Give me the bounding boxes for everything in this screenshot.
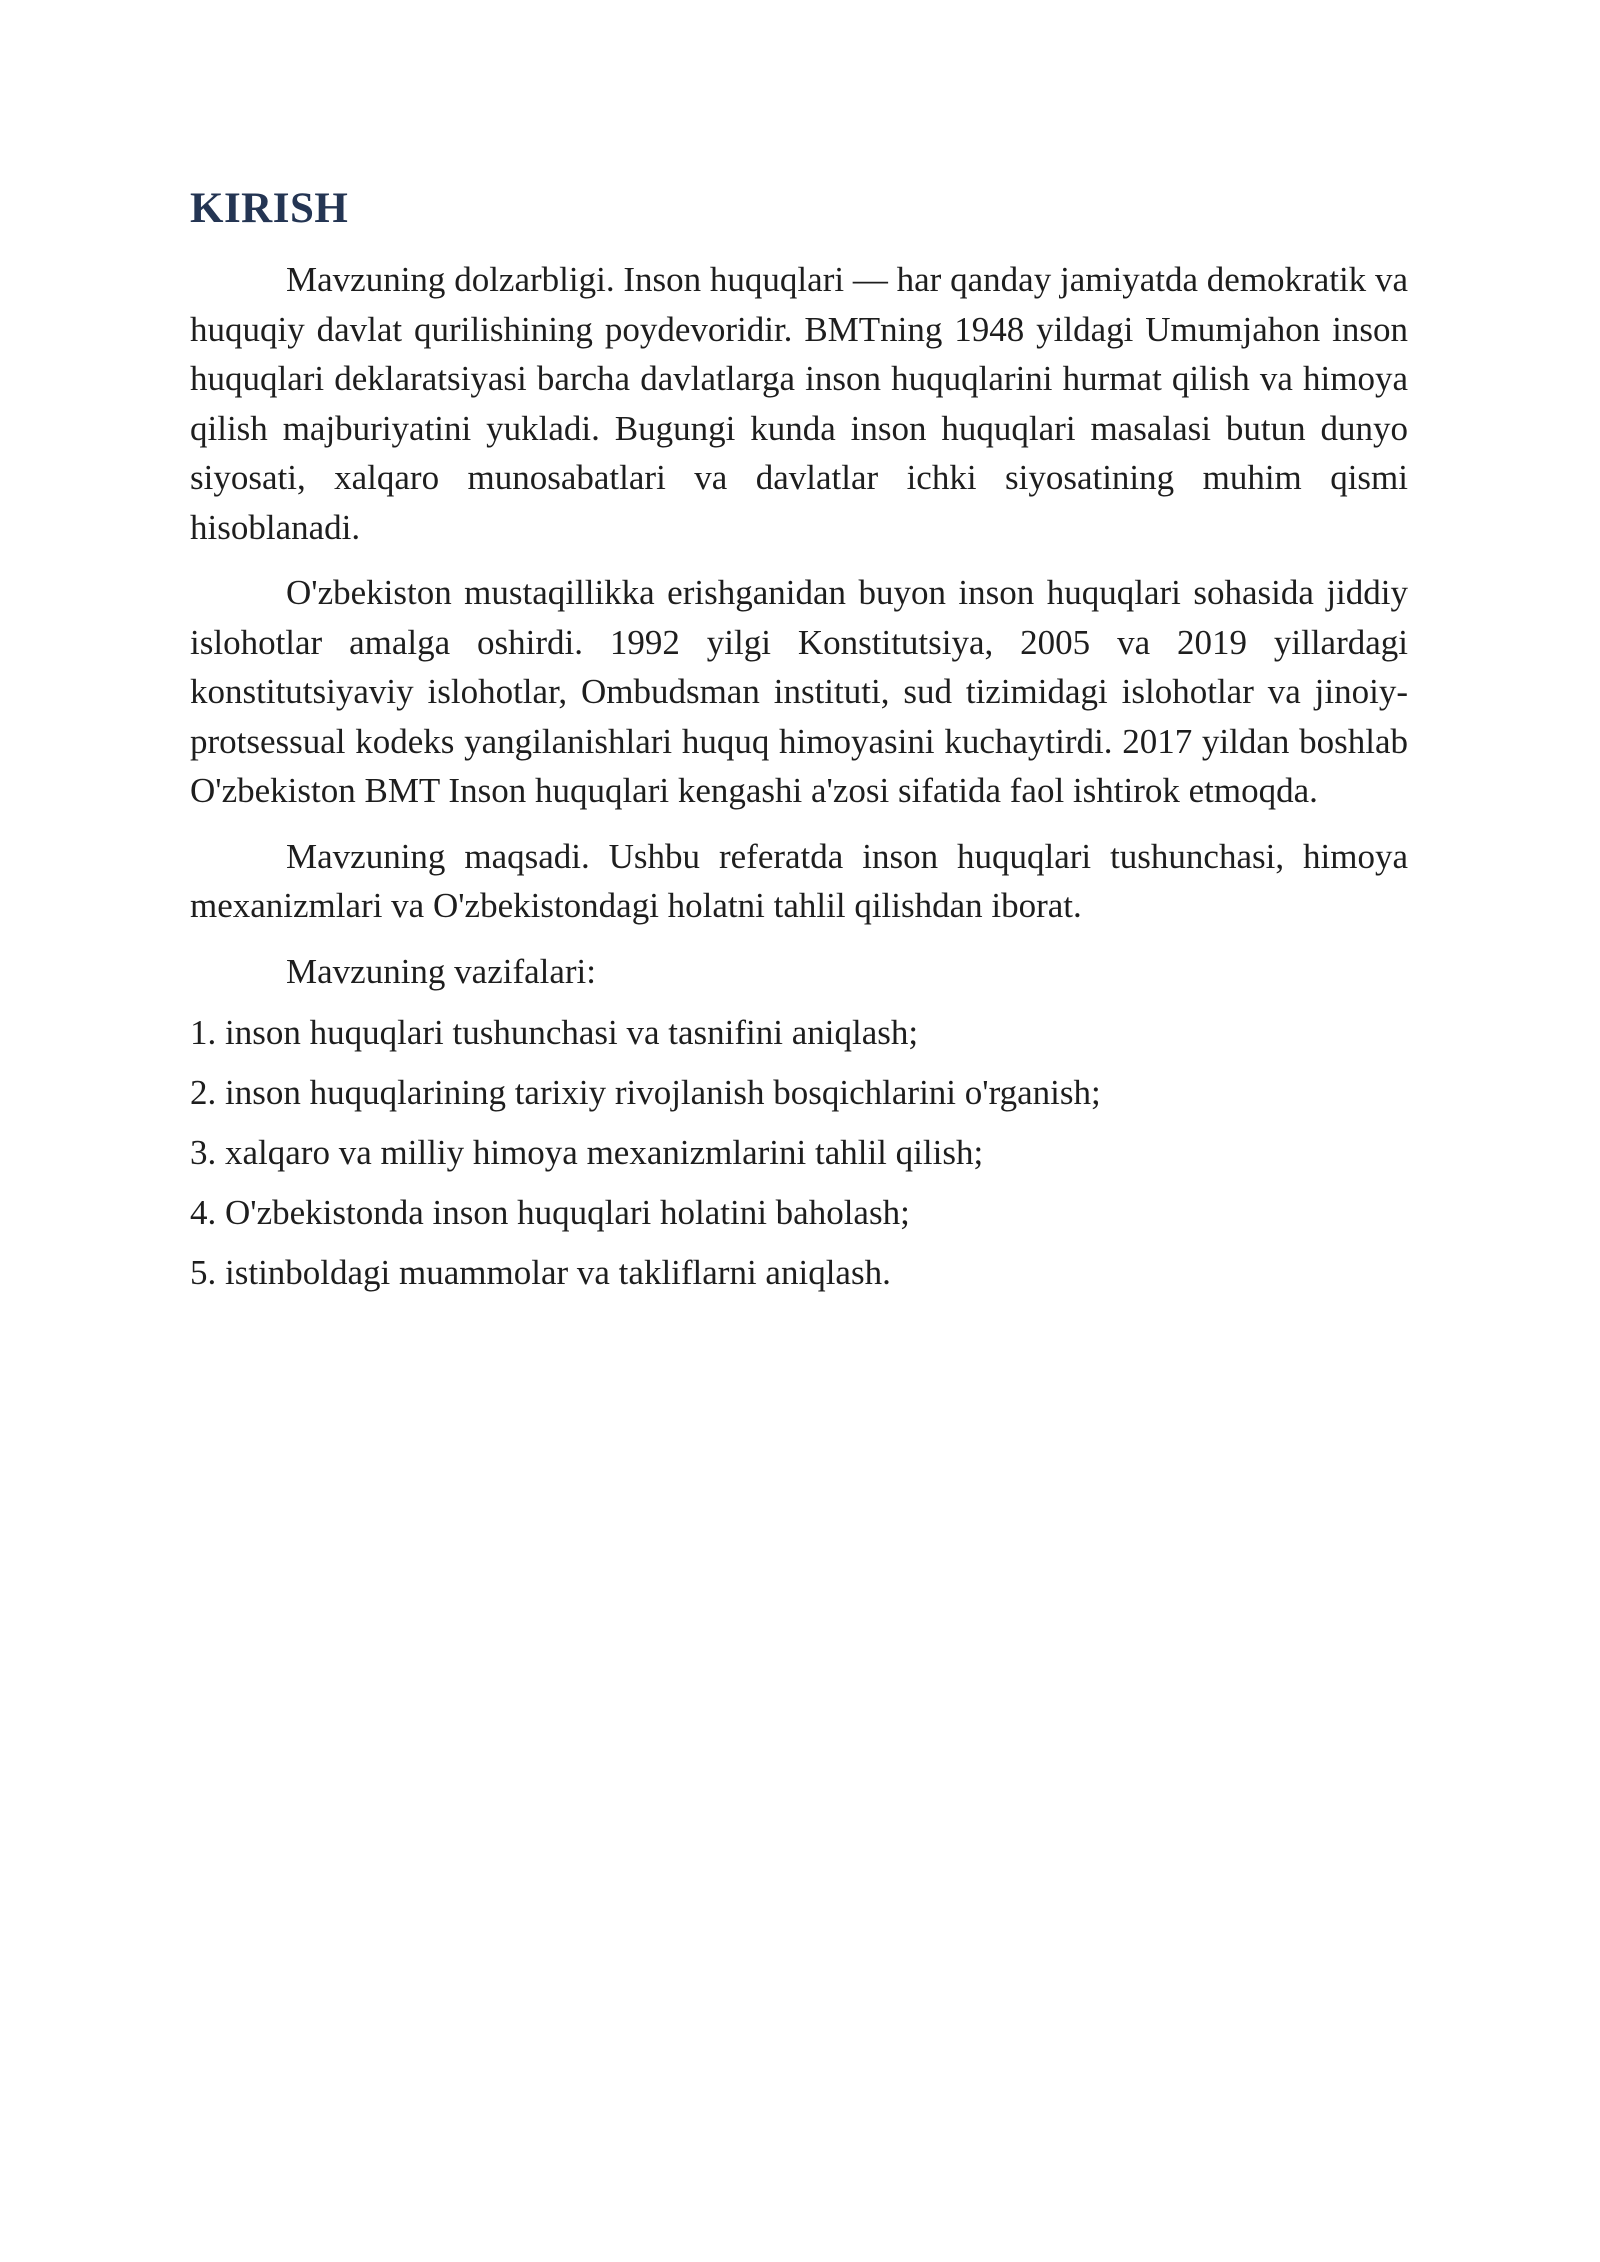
paragraph-goal: Mavzuning maqsadi. Ushbu referatda inson huquqlari tushunchasi, himoya mexanizmlari va O'zbekistondagi holatni tahlil qilishdan iborat.: [190, 836, 1408, 925]
tasks-list: [190, 1008, 1408, 1298]
tasks-heading: Mavzuning vazifalari:: [286, 951, 597, 991]
paragraph-relevance: Mavzuning dolzarbligi. Inson huquqlari — har qanday jamiyatda demokratik va huquqiy davlat qurilishining poydevoridir. BMTning 1948 yildagi Umumjahon inson huquqlari deklaratsiyasi barcha davlatlarga inson huquqlarini hurmat qilish va himoya qilish majburiyatini yukladi. Bugungi kunda inson huquqlari masalasi butun dunyo siyosati, xalqaro munosabatlari va davlatlar ichki siyosatining muhim qismi hisoblanadi.: [190, 260, 1408, 547]
list-item: 4. O'zbekistonda inson huquqlari holatini baholash;: [190, 1193, 910, 1232]
list-item: 2. inson huquqlarining tarixiy rivojlanish bosqichlarini o'rganish;: [190, 1073, 1101, 1112]
page-content: [190, 183, 1408, 1308]
list-item: 5. istinboldagi muammolar va takliflarni aniqlash.: [190, 1253, 891, 1292]
list-item: 3. xalqaro va milliy himoya mexanizmlarini tahlil qilish;: [190, 1133, 984, 1172]
section-heading: KIRISH: [190, 185, 349, 232]
list-item: 1. inson huquqlari tushunchasi va tasnifini aniqlash;: [190, 1013, 919, 1052]
paragraph-uzbekistan-reforms: O'zbekiston mustaqillikka erishganidan buyon inson huquqlari sohasida jiddiy islohotlar amalga oshirdi. 1992 yilgi Konstitutsiya, 2005 va 2019 yillardagi konstitutsiyaviy islohotlar, Ombudsman instituti, sud tizimidagi islohotlar va jinoiy-protsessual kodeks yangilanishlari huquq himoyasini kuchaytirdi. 2017 yildan boshlab O'zbekiston BMT Inson huquqlari kengashi a'zosi sifatida faol ishtirok etmoqda.: [190, 573, 1408, 810]
